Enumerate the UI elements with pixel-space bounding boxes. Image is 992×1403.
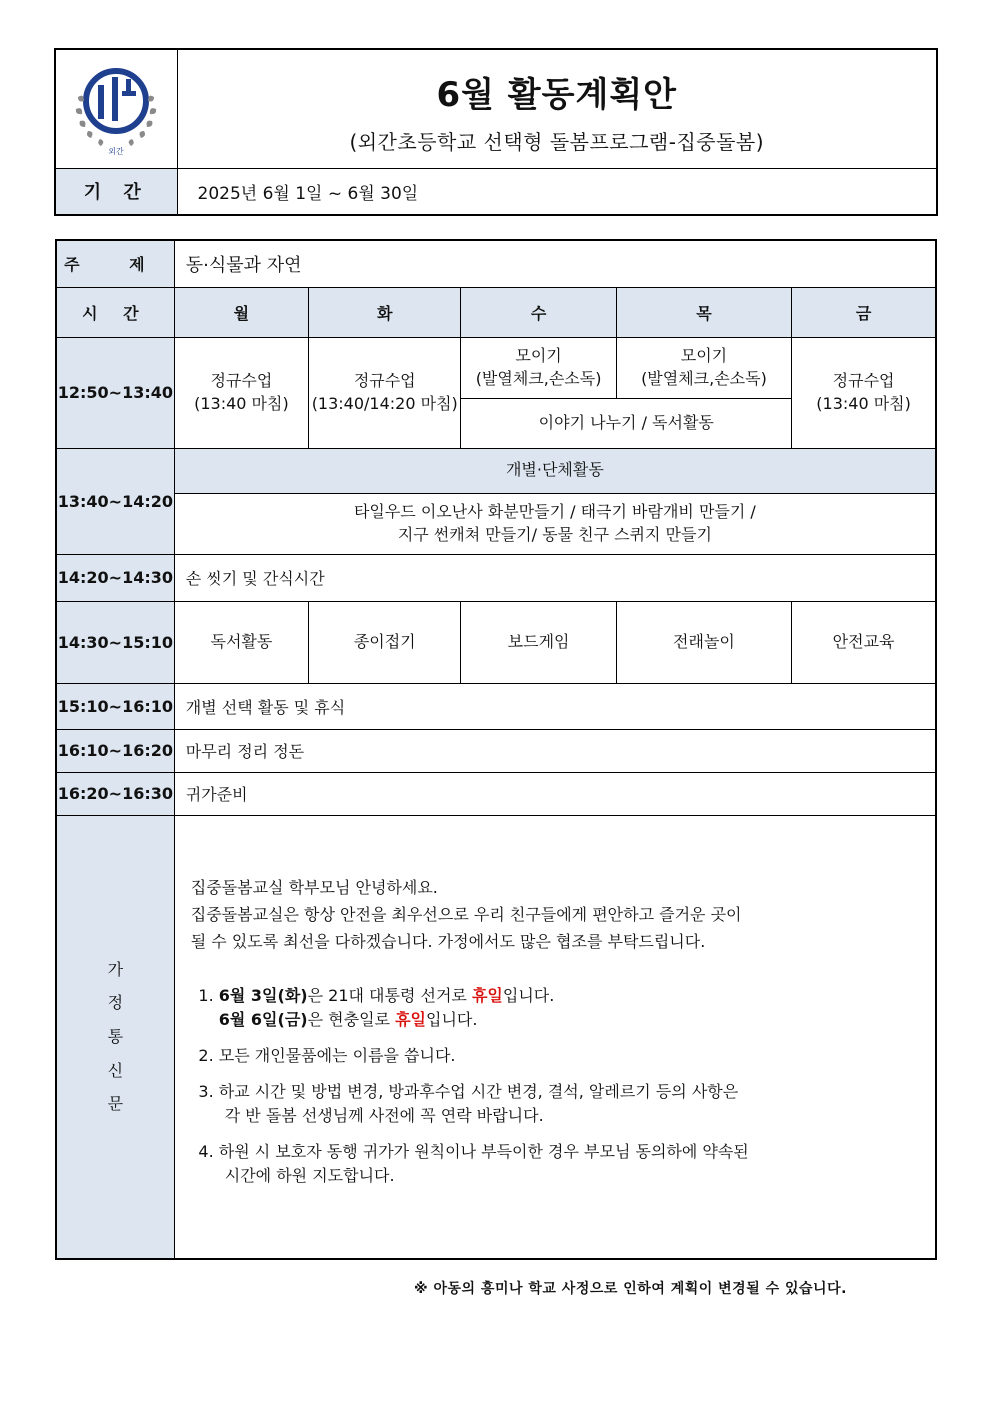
slot-5-text: 개별 선택 활동 및 휴식 <box>174 683 936 729</box>
time-slot-6: 16:10~16:20 <box>56 729 174 772</box>
notice-item-3 <box>219 1080 875 1128</box>
notice-intro-3: 될 수 있도록 최선을 다하겠습니다. 가정에서도 많은 협조를 부탁드립니다. <box>190 932 706 952</box>
time-slot-7: 16:20~16:30 <box>56 772 174 815</box>
time-label: 시 간 <box>56 287 174 337</box>
schedule-table <box>55 239 937 1260</box>
notice-item-4-line-1: 하원 시 보호자 동행 귀가가 원칙이나 부득이한 경우 부모님 동의하에 약속된 <box>218 1141 749 1161</box>
school-emblem-icon <box>64 57 168 157</box>
notice-label-char: 가 <box>107 959 124 979</box>
notice-item-3-line-2: 각 반 돌봄 선생님께 사전에 꼭 연락 바랍니다. <box>224 1105 544 1125</box>
thu-slot-1-note: (발열체크,손소독) <box>641 368 767 388</box>
group-activity-line-1: 타일우드 이오난사 화분만들기 / 태극기 바람개비 만들기 / <box>353 502 756 522</box>
day-fri: 금 <box>792 287 936 337</box>
title-cell <box>177 49 937 169</box>
time-slot-2: 13:40~14:20 <box>56 448 174 554</box>
page-title: 6월 활동계획안 <box>436 75 678 115</box>
period-value: 2025년 6월 1일 ~ 6월 30일 <box>177 169 937 215</box>
notice-label-char: 정 <box>107 993 124 1013</box>
mon-slot-4: 독서활동 <box>174 601 308 683</box>
wed-slot-1-note: (발열체크,손소독) <box>475 368 602 388</box>
holiday-desc-2: 은 현충일로 <box>307 1009 396 1029</box>
school-logo <box>55 49 177 169</box>
day-mon: 월 <box>174 287 308 337</box>
slot-6-text: 마무리 정리 정돈 <box>174 729 936 772</box>
day-tue: 화 <box>309 287 461 337</box>
time-slot-1: 12:50~13:40 <box>56 337 174 448</box>
holiday-word-1: 휴일 <box>471 985 503 1005</box>
mon-slot-1-note: (13:40 마침) <box>194 393 289 413</box>
notice-item-4 <box>219 1140 875 1188</box>
slot-7-text: 귀가준비 <box>174 772 936 815</box>
notice-body <box>174 815 936 1259</box>
wed-slot-4: 보드게임 <box>461 601 616 683</box>
holiday-desc-1: 은 21대 대통령 선거로 <box>307 985 472 1005</box>
wed-slot-1-title: 모이기 <box>515 346 562 366</box>
notice-label-char: 신 <box>107 1060 124 1080</box>
thu-slot-1-title: 모이기 <box>680 346 728 366</box>
holiday-end-2: 입니다. <box>425 1009 478 1029</box>
holiday-word-2: 휴일 <box>395 1009 426 1029</box>
tue-slot-1-note: (13:40/14:20 마침) <box>311 393 458 413</box>
holiday-date-1: 6월 3일(화) <box>218 985 308 1005</box>
fri-slot-1-note: (13:40 마침) <box>816 393 911 413</box>
notice-item-2: 2. 모든 개인물품에는 이름을 씁니다. <box>219 1044 875 1068</box>
theme-value: 동·식물과 자연 <box>174 240 936 287</box>
svg-text:외간: 외간 <box>108 147 124 156</box>
thu-slot-4: 전래놀이 <box>616 601 791 683</box>
notice-intro-1: 집중돌봄교실 학부모님 안녕하세요. <box>190 877 438 897</box>
group-activity-head: 개별·단체활동 <box>174 448 936 493</box>
theme-label: 주 제 <box>56 240 174 287</box>
holiday-date-2: 6월 6일(금) <box>218 1009 308 1029</box>
wed-slot-1 <box>461 337 616 398</box>
header-table <box>54 48 938 216</box>
holiday-end-1: 입니다. <box>502 985 555 1005</box>
fri-slot-4: 안전교육 <box>792 601 936 683</box>
notice-item-3-line-1: 하교 시간 및 방법 변경, 방과후수업 시간 변경, 결석, 알레르기 등의 사항은 <box>218 1081 739 1101</box>
footer-note: ※ 아동의 흥미나 학교 사정으로 인하여 계획이 변경될 수 있습니다. <box>414 1281 847 1297</box>
group-activity-line-2: 지구 썬캐쳐 만들기/ 동물 친구 스퀴지 만들기 <box>397 524 712 544</box>
group-activity-list <box>174 493 936 554</box>
page-subtitle: (외간초등학교 선택형 돌봄프로그램-집중돌봄) <box>349 130 765 154</box>
fri-slot-1 <box>792 337 936 448</box>
notice-list <box>191 984 875 1188</box>
time-slot-3: 14:20~14:30 <box>56 554 174 601</box>
notice-item-1 <box>219 984 875 1032</box>
notice-intro-2: 집중돌봄교실은 항상 안전을 최우선으로 우리 친구들에게 편안하고 즐거운 곳이 <box>190 905 742 925</box>
thu-slot-1 <box>616 337 791 398</box>
mon-slot-1-title: 정규수업 <box>210 371 273 391</box>
notice-label <box>56 815 174 1259</box>
wed-thu-slot-1b: 이야기 나누기 / 독서활동 <box>461 398 792 448</box>
tue-slot-1-title: 정규수업 <box>353 371 416 391</box>
tue-slot-4: 종이접기 <box>309 601 461 683</box>
mon-slot-1 <box>174 337 308 448</box>
fri-slot-1-title: 정규수업 <box>832 371 895 391</box>
notice-label-char: 통 <box>107 1026 124 1046</box>
tue-slot-1 <box>309 337 461 448</box>
day-thu: 목 <box>616 287 791 337</box>
period-label: 기 간 <box>55 169 177 215</box>
slot-3-text: 손 씻기 및 간식시간 <box>174 554 936 601</box>
time-slot-4: 14:30~15:10 <box>56 601 174 683</box>
day-wed: 수 <box>461 287 616 337</box>
notice-label-char: 문 <box>107 1094 124 1114</box>
notice-item-4-line-2: 시간에 하원 지도합니다. <box>224 1165 395 1185</box>
time-slot-5: 15:10~16:10 <box>56 683 174 729</box>
